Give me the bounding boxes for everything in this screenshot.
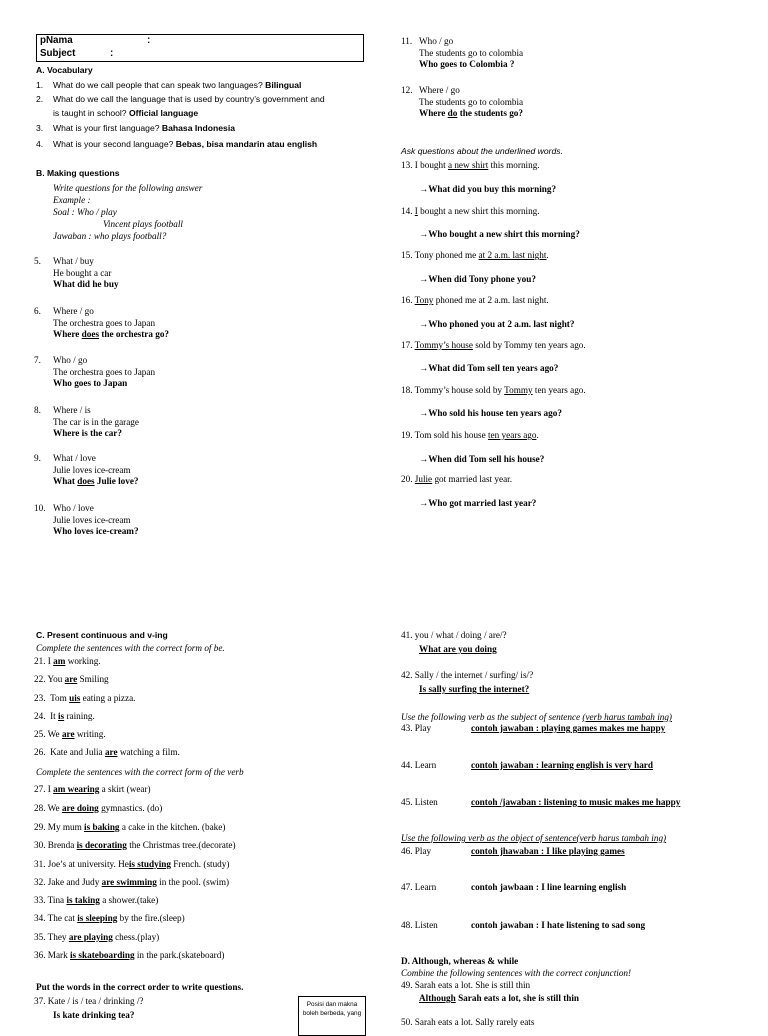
- q14: 14. I bought a new shirt this morning.: [401, 206, 540, 216]
- item-sentence: The students go to colombia: [419, 96, 524, 107]
- q2b: [53, 108, 198, 118]
- item-cue: Who / go: [53, 355, 88, 365]
- soal-line2: Vincent plays football: [103, 219, 183, 229]
- item-8: [53, 405, 139, 440]
- q2-text: What do we call the language that is used by country’s government and: [53, 94, 325, 104]
- q2-answer: Official language: [128, 108, 199, 118]
- item-6: [53, 306, 169, 341]
- item-44: 44. Learn: [401, 760, 437, 770]
- item-46-answer: contoh jhawaban : I like playing games: [471, 846, 625, 856]
- q18-answer: →Who sold his house ten years ago?: [419, 408, 562, 418]
- item-answer: What did he buy: [53, 279, 119, 289]
- q15-answer: →When did Tony phone you?: [419, 274, 536, 284]
- example-label: Example :: [53, 195, 91, 205]
- item-cue: What / buy: [53, 256, 94, 266]
- item-11: [419, 36, 523, 71]
- section-c-instr1: Complete the sentences with the correct form of be.: [36, 643, 225, 653]
- item-sentence: The students go to colombia: [419, 47, 524, 58]
- item-49-answer: Although Sarah eats a lot, she is still thin: [419, 993, 580, 1003]
- section-c-instr2: Complete the sentences with the correct form of the verb: [36, 767, 244, 777]
- q13: 13. I bought a new shirt this morning.: [401, 160, 540, 170]
- item-45-answer: contoh /jawaban : listening to music makes me happy: [471, 797, 681, 807]
- q4: [53, 139, 317, 149]
- item-answer: Who goes to Colombia ?: [419, 59, 515, 69]
- q15: 15. Tony phoned me at 2 a.m. last night.: [401, 250, 549, 260]
- q1-answer: Bilingual: [265, 80, 302, 90]
- item-47-answer: contoh jawbaan : I line learning english: [471, 882, 627, 892]
- subject-instr: Use the following verb as the subject of sentence (verb harus tambah ing): [401, 712, 672, 722]
- q2-num: 2.: [36, 94, 44, 104]
- item-25: 25. We are writing.: [34, 729, 106, 739]
- section-c-instr3: Put the words in the correct order to write questions.: [36, 982, 244, 992]
- item-10: [53, 503, 139, 538]
- item-cue: Where / go: [53, 306, 94, 316]
- item-42: 42. Sally / the internet / surfing/ is/?: [401, 670, 534, 680]
- section-b-title: B. Making questions: [36, 168, 120, 178]
- item-45: 45. Listen: [401, 797, 438, 807]
- item-36: 36. Mark is skateboarding in the park.(skateboard): [34, 950, 225, 960]
- item-9: [53, 453, 139, 488]
- item-30: 30. Brenda is decorating the Christmas tree.(decorate): [34, 840, 236, 850]
- header-box: [36, 34, 364, 62]
- item-28: 28. We are doing gymnastics. (do): [34, 803, 163, 813]
- item-33: 33. Tina is taking a shower.(take): [34, 895, 159, 905]
- item-answer: Where is the car?: [53, 428, 122, 438]
- item-43: 43. Play: [401, 723, 432, 733]
- q20-answer: →Who got married last year?: [419, 498, 537, 508]
- jawaban-line: Jawaban : who plays football?: [53, 231, 167, 241]
- item-answer: What does Julie love?: [53, 476, 139, 486]
- item-cue: Where / is: [53, 405, 91, 415]
- item-50: 50. Sarah eats a lot. Sally rarely eats: [401, 1017, 535, 1027]
- q4-text: What is your second language?: [53, 139, 176, 149]
- q19-answer: →When did Tom sell his house?: [419, 454, 545, 464]
- item-47: 47. Learn: [401, 882, 437, 892]
- q3-answer: Bahasa Indonesia: [161, 123, 235, 133]
- item-num: 10.: [34, 503, 46, 513]
- item-answer: Where does the orchestra go?: [53, 329, 170, 339]
- item-41-answer: What are you doing: [419, 644, 497, 654]
- item-37: 37. Kate / is / tea / drinking /?: [34, 996, 144, 1006]
- q1: [53, 80, 301, 90]
- item-49: 49. Sarah eats a lot. She is still thin: [401, 980, 531, 990]
- q18: 18. Tommy’s house sold by Tommy ten years ago.: [401, 385, 586, 395]
- item-37-answer: Is kate drinking tea?: [53, 1010, 135, 1020]
- item-5: [53, 256, 119, 291]
- q1-text: What do we call people that can speak two languages?: [53, 80, 266, 90]
- q1-num: 1.: [36, 80, 44, 90]
- item-num: 12.: [401, 85, 413, 95]
- section-d-title: D. Although, whereas & while: [401, 956, 519, 966]
- subject-colon: :: [110, 48, 114, 59]
- item-answer: Who goes to Japan: [53, 378, 128, 388]
- item-num: 6.: [34, 306, 41, 316]
- q4-answer: Bebas, bisa mandarin atau english: [175, 139, 318, 149]
- item-sentence: The orchestra goes to Japan: [53, 317, 156, 328]
- item-num: 8.: [34, 405, 41, 415]
- section-b-instr: Write questions for the following answer: [53, 183, 203, 193]
- item-32: 32. Jake and Judy are swimming in the pool. (swim): [34, 877, 230, 887]
- item-12: [419, 85, 523, 120]
- item-7: [53, 355, 155, 390]
- item-29: 29. My mum is baking a cake in the kitchen. (bake): [34, 822, 226, 832]
- q3-num: 3.: [36, 123, 44, 133]
- item-46: 46. Play: [401, 846, 432, 856]
- q13-answer: →What did you buy this morning?: [419, 184, 557, 194]
- item-48: 48. Listen: [401, 920, 438, 930]
- q2-text2: is taught in school?: [53, 108, 129, 118]
- item-sentence: The orchestra goes to Japan: [53, 366, 156, 377]
- item-answer: Where do the students go?: [419, 108, 523, 118]
- ask-instr: Ask questions about the underlined words.: [401, 146, 563, 156]
- subject-label: Subject: [40, 48, 76, 59]
- soal-line: Soal : Who / play: [53, 207, 117, 217]
- item-22: 22. You are Smiling: [34, 674, 109, 684]
- q19: 19. Tom sold his house ten years ago.: [401, 430, 539, 440]
- q14-answer: →Who bought a new shirt this morning?: [419, 229, 580, 239]
- item-cue: Where / go: [419, 85, 460, 95]
- section-a-title: A. Vocabulary: [36, 65, 93, 75]
- item-24: 24. It is raining.: [34, 711, 95, 721]
- item-cue: What / love: [53, 453, 96, 463]
- q3: [53, 123, 235, 133]
- item-44-answer: contoh jawaban : learning english is very hard: [471, 760, 653, 770]
- name-label: pNama: [40, 35, 73, 46]
- item-34: 34. The cat is sleeping by the fire.(sleep): [34, 913, 185, 923]
- object-instr: Use the following verb as the object of sentence(verb harus tambah ing): [401, 833, 667, 843]
- q16: 16. Tony phoned me at 2 a.m. last night.: [401, 295, 549, 305]
- item-35: 35. They are playing chess.(play): [34, 932, 160, 942]
- name-colon: :: [147, 35, 151, 46]
- q20: 20. Julie got married last year.: [401, 474, 512, 484]
- item-cue: Who / go: [419, 36, 454, 46]
- item-cue: Who / love: [53, 503, 94, 513]
- item-sentence: Julie loves ice-cream: [53, 464, 131, 475]
- note-text: Posisi dan makna boleh berbeda, yang: [302, 1001, 362, 1017]
- item-23: 23. Tom uis eating a pizza.: [34, 693, 136, 703]
- item-num: 11.: [401, 36, 413, 46]
- item-27: 27. I am wearing a skirt (wear): [34, 784, 151, 794]
- q16-answer: →Who phoned you at 2 a.m. last night?: [419, 319, 575, 329]
- item-42-answer: Is sally surfing the internet?: [419, 684, 530, 694]
- item-sentence: He bought a car: [53, 267, 112, 278]
- item-31: 31. Joe’s at university. Heis studying French. (study): [34, 859, 230, 869]
- q17-answer: →What did Tom sell ten years ago?: [419, 363, 559, 373]
- item-num: 7.: [34, 355, 41, 365]
- item-num: 5.: [34, 256, 41, 266]
- section-c-title: C. Present continuous and v-ing: [36, 630, 168, 640]
- note-box: [298, 996, 366, 1036]
- item-sentence: Julie loves ice-cream: [53, 514, 131, 525]
- item-sentence: The car is in the garage: [53, 416, 139, 427]
- item-26: 26. Kate and Julia are watching a film.: [34, 747, 180, 757]
- item-num: 9.: [34, 453, 41, 463]
- item-48-answer: contoh jawaban : I hate listening to sad song: [471, 920, 646, 930]
- q4-num: 4.: [36, 139, 44, 149]
- item-43-answer: contoh jawaban : playing games makes me happy: [471, 723, 666, 733]
- q3-text: What is your first language?: [53, 123, 162, 133]
- item-answer: Who loves ice-cream?: [53, 526, 139, 536]
- item-41: 41. you / what / doing / are/?: [401, 630, 507, 640]
- item-21: 21. I am working.: [34, 656, 101, 666]
- section-d-instr: Combine the following sentences with the correct conjunction!: [401, 968, 632, 978]
- q17: 17. Tommy’s house sold by Tommy ten years ago.: [401, 340, 586, 350]
